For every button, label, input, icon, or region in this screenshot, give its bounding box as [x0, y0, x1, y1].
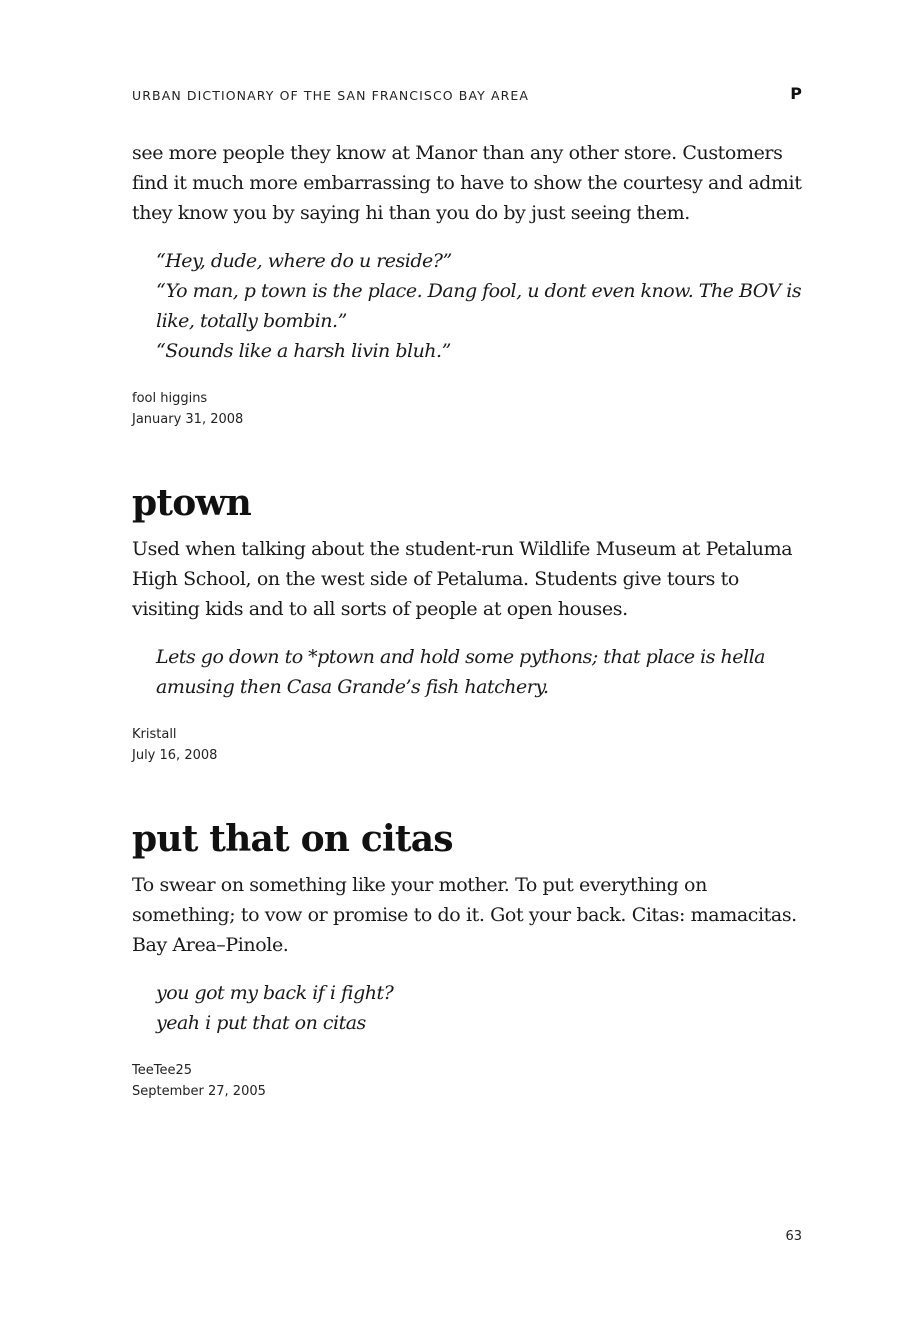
entry-headword: ptown: [132, 482, 251, 524]
entry-example: [156, 246, 802, 366]
entry-date: July 16, 2008: [132, 748, 218, 763]
example-line: yeah i put that on citas: [156, 1012, 366, 1034]
entry-author: fool higgins: [132, 391, 208, 406]
entry-example: [156, 978, 802, 1038]
entry-meta: [132, 388, 802, 430]
entry-author: TeeTee25: [132, 1063, 192, 1078]
example-line: “Yo man, p town is the place. Dang fool, u dont even know. The BOV is like, totally bombin.”: [156, 280, 802, 332]
page-content: [132, 138, 802, 1102]
example-line: you got my back if i fight?: [156, 982, 394, 1004]
running-title: URBAN DICTIONARY OF THE SAN FRANCISCO BAY AREA: [132, 88, 530, 103]
example-line: “Hey, dude, where do u reside?”: [156, 250, 452, 272]
entry-headword: put that on citas: [132, 818, 453, 860]
entry-ptown: [132, 480, 802, 766]
example-line: “Sounds like a harsh livin bluh.”: [156, 340, 451, 362]
entry-meta: [132, 1060, 802, 1102]
example-line: Lets go down to *ptown and hold some pythons; that place is hella amusing then Casa Grande’s fish hatchery.: [156, 646, 766, 698]
entry-put-that-on-citas: [132, 816, 802, 1102]
page-number: 63: [785, 1229, 802, 1244]
entry-definition: To swear on something like your mother. To put everything on something; to vow or promise to do it. Got your back. Citas: mamacitas. Bay Area–Pinole.: [132, 874, 797, 956]
entry-author: Kristall: [132, 727, 177, 742]
entry-definition: Used when talking about the student-run Wildlife Museum at Petaluma High School, on the west side of Petaluma. Students give tours to visiting kids and to all sorts of people at open houses.: [132, 538, 793, 620]
entry-date: January 31, 2008: [132, 412, 244, 427]
continued-entry: [132, 138, 802, 430]
entry-date: September 27, 2005: [132, 1084, 266, 1099]
section-letter: P: [790, 84, 802, 103]
entry-meta: [132, 724, 802, 766]
entry-definition: see more people they know at Manor than any other store. Customers find it much more embarrassing to have to show the courtesy and admit they know you by saying hi than you do by just seeing them.: [132, 142, 802, 224]
entry-example: [156, 642, 802, 702]
running-header: [132, 86, 802, 106]
